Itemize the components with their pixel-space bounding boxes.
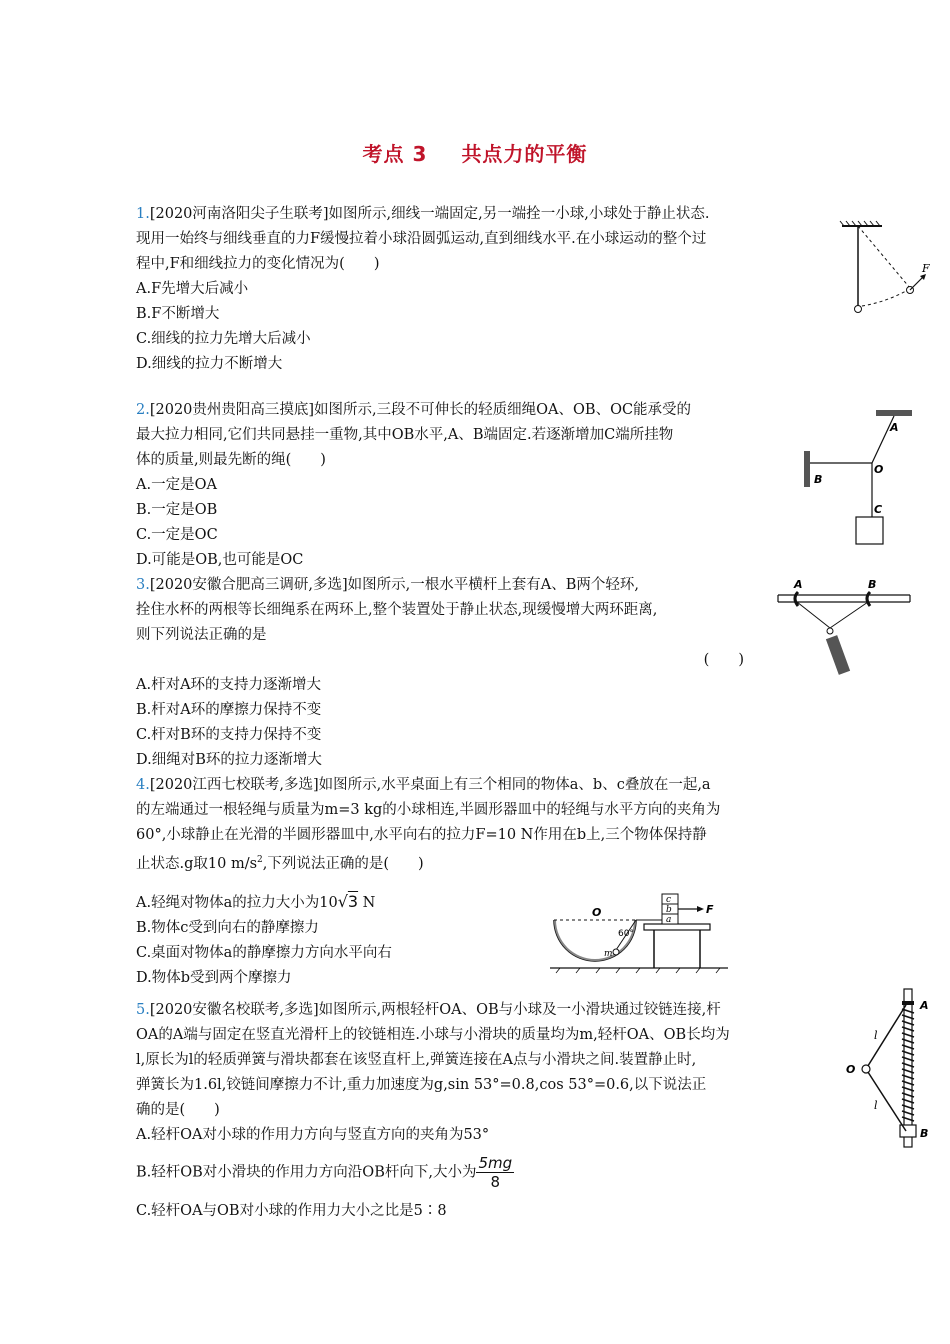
- q3-ring-b: B: [868, 578, 877, 591]
- q5-text-4: 弹簧长为1.6l,铰链间摩擦力不计,重力加速度为g,sin 53°=0.8,cos 53°=0.6,以下说法正: [136, 1077, 707, 1093]
- title-part1: 考点 3: [362, 142, 428, 166]
- q3-ring-figure: [770, 576, 920, 681]
- q3-option-b: B.杆对A环的摩擦力保持不变: [136, 702, 322, 718]
- q3-line1: [136, 573, 744, 598]
- q5-text-1: [2020安徽名校联考,多选]如图所示,两根轻杆OA、OB与小球及一小滑块通过铰链连接,杆: [149, 1002, 721, 1018]
- q5-fraction-numerator: 5mg: [478, 1154, 513, 1172]
- q4-option-b: B.物体c受到向右的静摩擦力: [136, 919, 319, 936]
- q5-option-b-fraction: [476, 1154, 514, 1191]
- q5-point-o: O: [846, 1063, 856, 1076]
- q2-rope-figure: [798, 405, 938, 550]
- q4-option-a: A.轻绳对物体a的拉力大小为10√3 N: [136, 891, 376, 911]
- q3-text-1: [2020安徽合肥高三调研,多选]如图所示,一根水平横杆上套有A、B两个轻环,: [149, 577, 640, 593]
- q1-option-d: D.细线的拉力不断增大: [136, 356, 283, 372]
- q2-text-1: [2020贵州贵阳高三摸底]如图所示,三段不可伸长的轻质细绳OA、OB、OC能承受的: [149, 402, 692, 418]
- q5-point-a: A: [920, 999, 929, 1012]
- q2-number: 2.: [136, 402, 150, 418]
- q5-point-b: B: [920, 1127, 929, 1140]
- q5-rod-l-upper: l: [874, 1029, 878, 1042]
- q5-rod-l-lower: l: [874, 1099, 878, 1112]
- q3-option-d: D.细绳对B环的拉力逐渐增大: [136, 752, 322, 768]
- q5-option-b-pre: B.轻杆OB对小滑块的作用力方向沿OB杆向下,大小为: [136, 1164, 477, 1181]
- q2-option-d: D.可能是OB,也可能是OC: [136, 552, 304, 568]
- q4-number: 4.: [136, 777, 150, 793]
- q3-ring-a: A: [794, 578, 803, 591]
- q4-block-b: b: [666, 905, 672, 915]
- q4-option-a-post: N: [358, 894, 376, 911]
- q4-angle-label: 60°: [618, 929, 634, 939]
- q4-text-3: 60°,小球静止在光滑的半圆形器皿中,水平向右的拉力F=10 N作用在b上,三个物体保持静: [136, 827, 707, 843]
- q2-point-c: C: [874, 503, 883, 516]
- q3-text-2: 拴住水杯的两根等长细绳系在两环上,整个装置处于静止状态,现缓慢增大两环距离,: [136, 602, 658, 618]
- q3-text-3: 则下列说法正确的是: [136, 627, 267, 643]
- q1-number: 1.: [136, 206, 150, 222]
- q5-option-b: [136, 1154, 730, 1191]
- q4-force-f: F: [706, 903, 714, 916]
- q3-option-c: C.杆对B环的支持力保持不变: [136, 727, 322, 743]
- q4-option-a-pre: A.轻绳对物体a的拉力大小为10: [136, 894, 338, 911]
- q5-option-a: A.轻杆OA对小球的作用力方向与竖直方向的夹角为53°: [136, 1127, 490, 1143]
- q4-ball-m: m: [604, 949, 613, 959]
- page-title: [0, 138, 950, 167]
- q5-number: 5.: [136, 1002, 150, 1018]
- q1-option-a: A.F先增大后减小: [136, 281, 249, 297]
- question-1: [136, 202, 710, 377]
- q4-option-c: C.桌面对物体a的静摩擦力方向水平向右: [136, 944, 392, 961]
- question-5: [136, 998, 730, 1224]
- q1-text-2: 现用一始终与细线垂直的力F缓慢拉着小球沿圆弧运动,直到细线水平.在小球运动的整个过: [136, 231, 707, 247]
- q4-bowl-figure: [550, 890, 730, 975]
- q2-text-2: 最大拉力相同,它们共同悬挂一重物,其中OB水平,A、B端固定.若逐渐增加C端所挂物: [136, 427, 674, 443]
- question-3: [136, 573, 744, 773]
- q4-line1: [136, 773, 720, 798]
- q4-text-4b: ,下列说法正确的是( ): [262, 855, 424, 872]
- q3-option-a: A.杆对A环的支持力逐渐增大: [136, 677, 322, 693]
- q2-point-a: A: [890, 421, 899, 434]
- q5-fraction-denominator: 8: [490, 1173, 501, 1191]
- q5-spring-figure: [840, 985, 940, 1155]
- q1-line1: [136, 202, 710, 227]
- q4-text-4a: 止状态.g取10 m/s: [136, 855, 258, 872]
- q4-text-2: 的左端通过一根轻绳与质量为m=3 kg的小球相连,半圆形器皿中的轻绳与水平方向的夹角为: [136, 802, 721, 818]
- q5-text-3: l,原长为l的轻质弹簧与滑块都套在该竖直杆上,弹簧连接在A点与小滑块之间.装置静止时,: [136, 1052, 697, 1068]
- q4-block-c: c: [666, 895, 672, 905]
- q4-option-d: D.物体b受到两个摩擦力: [136, 969, 292, 986]
- q3-answer-paren: ( ): [703, 652, 744, 668]
- q4-option-a-radicand: 3: [347, 891, 359, 911]
- title-part2: 共点力的平衡: [461, 142, 588, 166]
- q1-force-label: F: [922, 262, 930, 275]
- q2-option-a: A.一定是OA: [136, 477, 217, 493]
- q1-option-b: B.F不断增大: [136, 306, 220, 322]
- q1-option-c: C.细线的拉力先增大后减小: [136, 331, 311, 347]
- q2-point-b: B: [814, 473, 823, 486]
- q1-text-3: 程中,F和细线拉力的变化情况为( ): [136, 256, 380, 272]
- q5-line1: [136, 998, 730, 1023]
- q3-number: 3.: [136, 577, 150, 593]
- q2-point-o: O: [874, 463, 884, 476]
- q4-block-a: a: [666, 915, 672, 925]
- q4-line4: [136, 848, 720, 877]
- question-2: [136, 398, 691, 573]
- q1-pendulum-figure: [838, 220, 938, 318]
- q2-option-b: B.一定是OB: [136, 502, 218, 518]
- q5-text-2: OA的A端与固定在竖直光滑杆上的铰链相连.小球与小滑块的质量均为m,轻杆OA、OB长均为: [136, 1027, 730, 1043]
- q4-center-o: O: [592, 906, 602, 919]
- q5-text-5: 确的是( ): [136, 1102, 220, 1118]
- q2-text-3: 体的质量,则最先断的绳( ): [136, 452, 326, 468]
- q4-text-1: [2020江西七校联考,多选]如图所示,水平桌面上有三个相同的物体a、b、c叠放在一起,a: [149, 777, 711, 793]
- q4-sup: 2: [257, 855, 263, 865]
- q2-option-c: C.一定是OC: [136, 527, 218, 543]
- q2-line1: [136, 398, 691, 423]
- q5-option-c: C.轻杆OA与OB对小球的作用力大小之比是5∶8: [136, 1203, 447, 1219]
- q1-text-1: [2020河南洛阳尖子生联考]如图所示,细线一端固定,另一端拴一小球,小球处于静止状态.: [149, 206, 710, 222]
